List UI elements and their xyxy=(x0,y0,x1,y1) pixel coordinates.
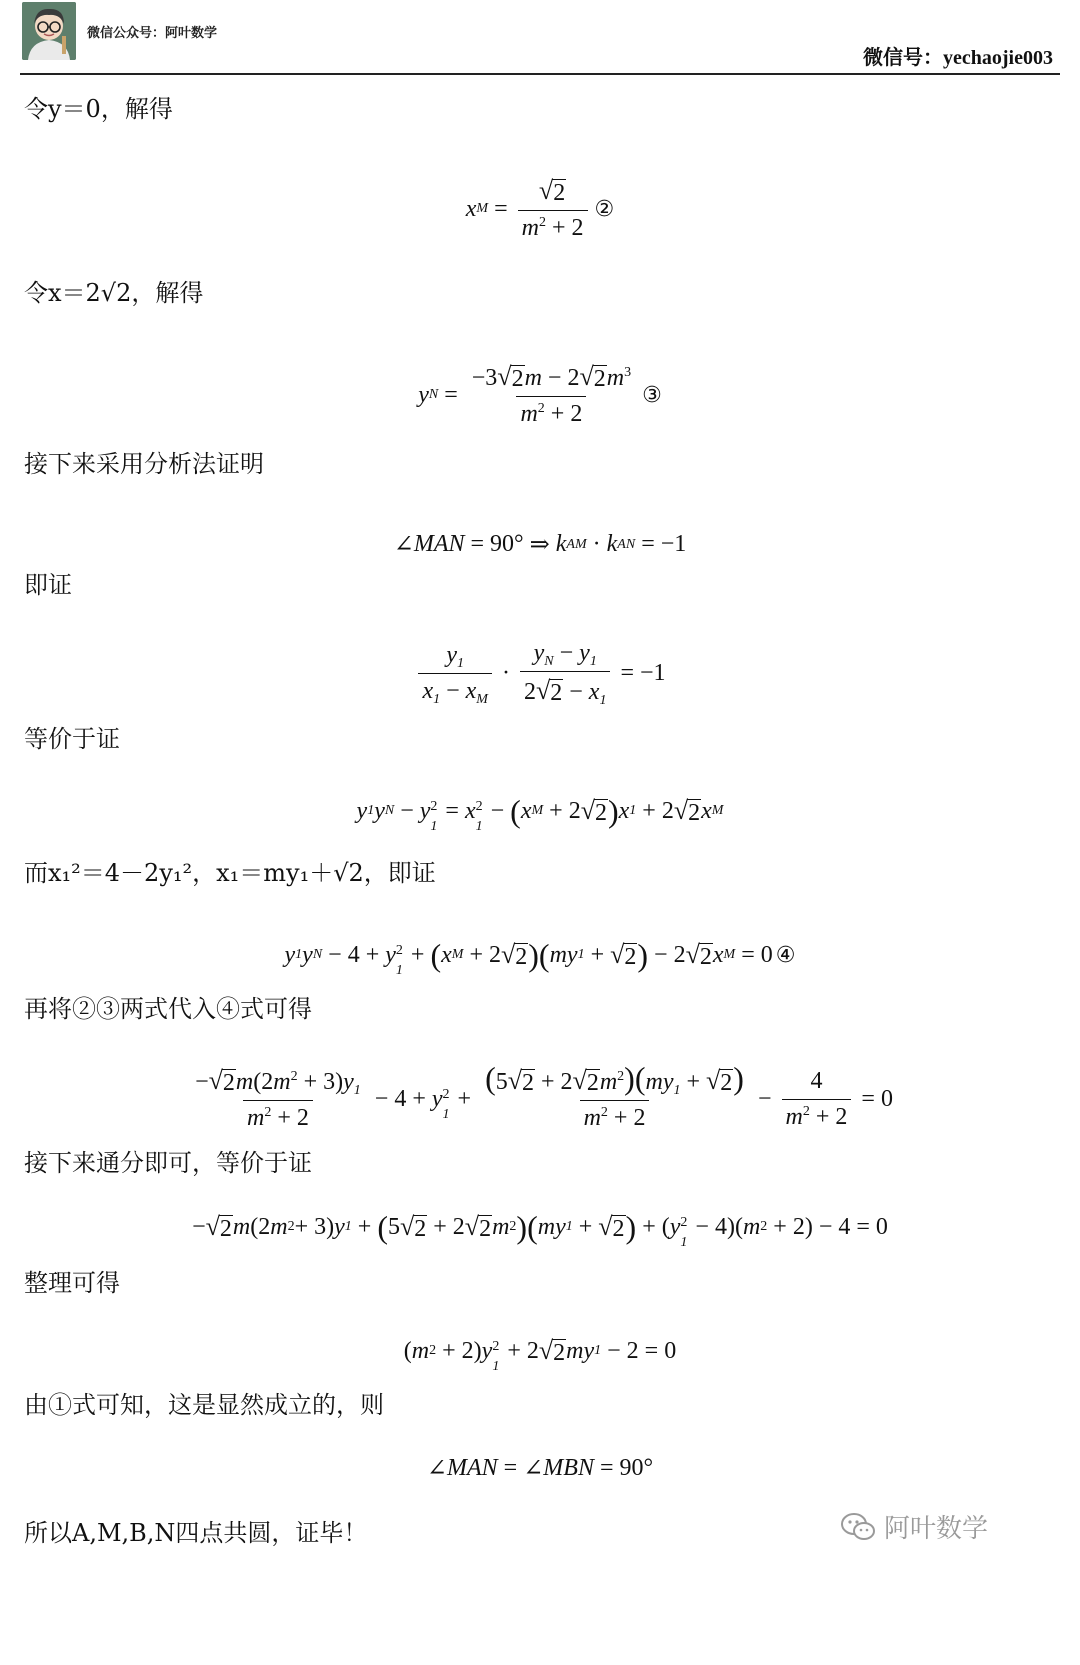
text-line-1: 令y＝0，解得 xyxy=(24,95,173,123)
formula-common-denominator: − √ 2 m (2 m 2 + 3) y 1 + ( 5 √ 2 + 2 √ 2 m 2 ) ( my 1 + √ 2 ) + ( y 2 1 − 4)( m 2 + 2) − 4 = 0 xyxy=(192,1209,888,1250)
formula-conclusion: ∠ MAN = ∠ MBN = 90° xyxy=(426,1455,654,1482)
formula-yn: y N = −3 √ 2 m − 2 √ 2 $m^3$ $m^2 + 2$ ③ xyxy=(418,362,662,427)
formula-slope-product: $\frac{y_1}{x_1 - x_M}$ · $y_N - y_1$ 2 √ 2 − $x_1$ = −1 xyxy=(0,640,1080,706)
formula-simplified: ( m 2 + 2) y 2 1 + 2 √ 2 my 1 − 2 = 0 xyxy=(403,1336,677,1374)
header-divider xyxy=(20,73,1060,75)
watermark xyxy=(840,1508,988,1545)
text-line-8: 接下来通分即可，等价于证 xyxy=(24,1149,312,1177)
text-line-11: 所以A,M,B,N四点共圆，证毕！ xyxy=(24,1519,368,1547)
text-line-6: 而x₁²＝4－2y₁²，x₁＝my₁＋√2，即证 xyxy=(24,859,436,887)
text-line-10: 由①式可知，这是显然成立的，则 xyxy=(24,1391,384,1419)
text-line-4: 即证 xyxy=(24,571,72,599)
formula-angle-condition: ∠ MAN = 90° ⇒ k AM · k AN = −1 xyxy=(393,531,687,558)
page-header xyxy=(0,0,1080,76)
formula-xm: x M = √ 2 $m^2 + 2$ ② xyxy=(465,176,615,241)
formula-equivalent-1: y 1 y N − y 2 1 = x 2 1 − ( x M + 2 √ 2 ) x 1 + 2 √ 2 x M xyxy=(356,793,724,834)
text-line-5: 等价于证 xyxy=(24,725,120,753)
watermark-text: 阿叶数学 xyxy=(883,1514,988,1544)
text-line-2: 令x＝2√2，解得 xyxy=(24,279,204,307)
cartoon-avatar-icon xyxy=(22,2,76,60)
brand-caption: 微信公众号：阿叶数学 xyxy=(87,26,218,41)
formula-substituted: − √ 2 $m(2m^2 + 3)y_1$ $m^2 + 2$ − 4 + y 2 1 + (5 √ 2 + 2 √ 2 $m^2)(my_1$ + √ 2 ) $m^2 + 2$ − $\frac{4}{m^2 + 2}$ = 0 xyxy=(195,1060,893,1131)
text-line-7: 再将②③两式代入④式可得 xyxy=(24,995,312,1023)
text-line-3: 接下来采用分析法证明 xyxy=(24,450,264,478)
wechat-icon xyxy=(840,1512,876,1542)
wechat-id: 微信号：yechaojie003 xyxy=(863,47,1053,69)
formula-four: y 1 y N − 4 + y 2 1 + ( x M + 2 √ 2 ) ( my 1 + √ 2 ) − 2 √ 2 x M = 0 ④ xyxy=(284,937,796,978)
author-avatar xyxy=(22,2,76,60)
text-line-9: 整理可得 xyxy=(24,1269,120,1297)
